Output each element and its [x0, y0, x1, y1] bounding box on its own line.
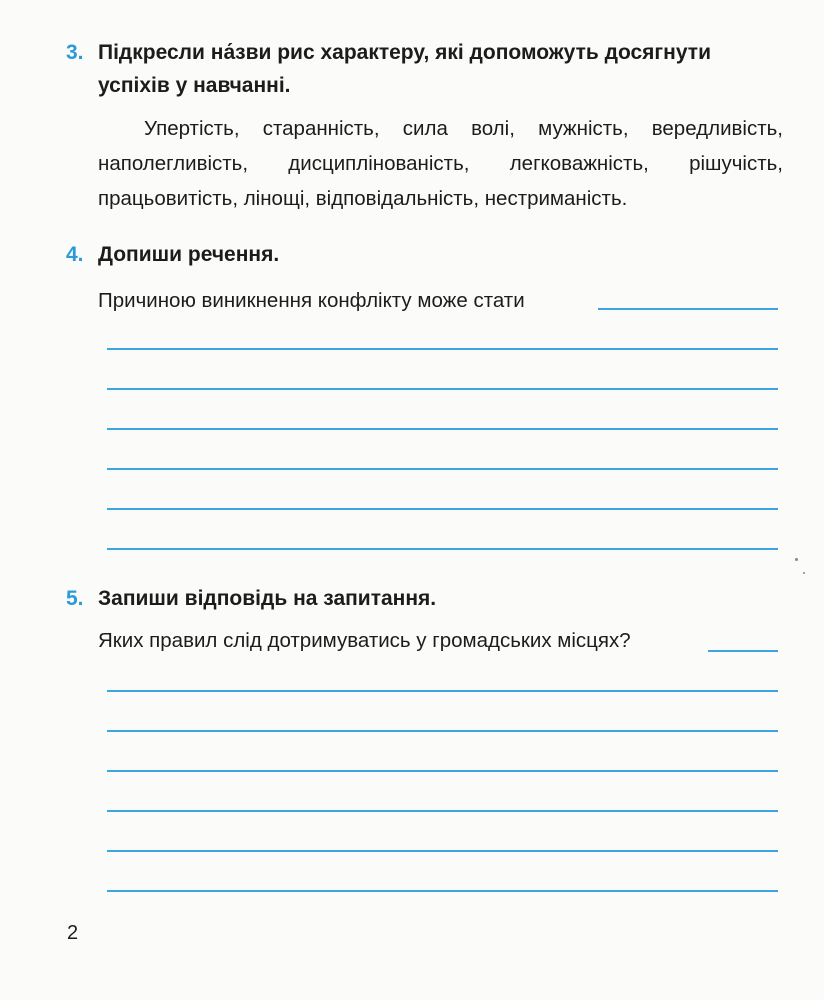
task-4-answer-line-6[interactable] [107, 508, 778, 510]
task-5-number: 5. [66, 587, 84, 610]
task-3-heading-cont [66, 69, 291, 102]
task-5-prompt: Яких правил слід дотримуватись у громадських місцях? [98, 629, 631, 652]
task-4-answer-line-4[interactable] [107, 428, 778, 430]
task-4-answer-line-1[interactable] [598, 308, 778, 310]
task-5-answer-line-3[interactable] [107, 730, 778, 732]
task-5-answer-line-6[interactable] [107, 850, 778, 852]
task-5-heading [66, 582, 436, 615]
task-4-answer-line-2[interactable] [107, 348, 778, 350]
task-5-answer-line-2[interactable] [107, 690, 778, 692]
task-3-title-line2: успіхів у навчанні. [98, 74, 291, 97]
task-5-title: Запиши відповідь на запитання. [98, 587, 437, 610]
task-4-title: Допиши речення. [98, 243, 280, 266]
task-5-answer-line-4[interactable] [107, 770, 778, 772]
print-speck [803, 572, 805, 574]
task-3-title-line1: Підкресли на́зви рис характеру, які допоможуть досягнути [98, 41, 711, 64]
task-4-prompt: Причиною виникнення конфлікту може стати [98, 289, 525, 312]
task-5-answer-line-7[interactable] [107, 890, 778, 892]
task-5-answer-line-1[interactable] [708, 650, 778, 652]
task-3-number: 3. [66, 41, 84, 64]
task-4-answer-line-3[interactable] [107, 388, 778, 390]
task-3-traits-paragraph[interactable]: Упертість, старанність, сила волі, мужність, вередливість, наполегливість, дисциплінованість, легковажність, рішучість, працьовитість, лінощі, відповідальність, нестриманість. [98, 117, 783, 210]
print-speck [795, 558, 798, 561]
page-number: 2 [67, 922, 79, 944]
task-5-answer-line-5[interactable] [107, 810, 778, 812]
task-4-heading [66, 238, 279, 271]
task-4-number: 4. [66, 243, 84, 266]
task-4-answer-line-7[interactable] [107, 548, 778, 550]
task-4-answer-line-5[interactable] [107, 468, 778, 470]
task-3-heading [66, 36, 711, 69]
